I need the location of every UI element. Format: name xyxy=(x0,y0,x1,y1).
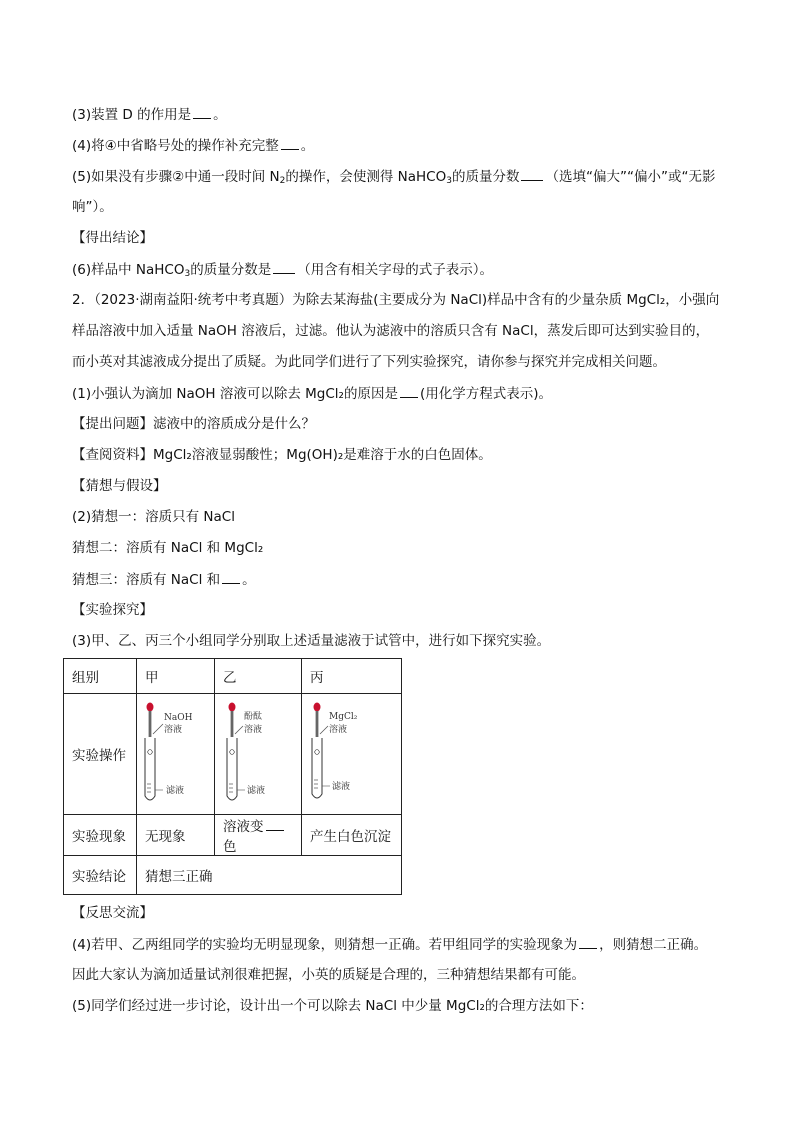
answer-blank[interactable] xyxy=(193,104,211,119)
question-4-step-complete: (4)将④中省略号处的操作补充完整 。 xyxy=(72,135,722,156)
section-ask-question: 【提出问题】滤液中的溶质成分是什么？ xyxy=(72,416,315,432)
answer-blank[interactable] xyxy=(521,166,543,181)
tube-illustration-cell xyxy=(137,694,215,815)
answer-blank[interactable] xyxy=(273,259,295,274)
experiment-table xyxy=(63,658,402,895)
filtrate-label: 滤液 xyxy=(247,786,266,796)
tube-illustration-cell xyxy=(215,694,302,815)
problem-2-intro-line-1: 2．（2023·湖南益阳·统考中考真题）为除去某海盐(主要成分为 NaCl)样品中含有的少量杂质 MgCl₂，小强向 xyxy=(72,292,720,308)
reagent-label: 酚酞 xyxy=(244,712,263,722)
answer-blank[interactable] xyxy=(579,934,597,949)
section-experiment: 【实验探究】 xyxy=(72,602,153,618)
table-row-label: 实验操作 xyxy=(64,694,137,815)
answer-blank[interactable] xyxy=(400,383,418,398)
answer-blank[interactable] xyxy=(266,816,284,831)
problem-2-intro-line-3: 而小英对其滤液成分提出了质疑。为此同学们进行了下列实验探究，请你参与探究并完成相关问题。 xyxy=(72,354,666,370)
dropper-bulb-icon xyxy=(147,703,154,712)
table-row xyxy=(64,659,402,694)
answer-blank[interactable] xyxy=(222,569,240,584)
table-row-label: 实验结论 xyxy=(64,856,137,895)
table-header-cell: 组别 xyxy=(64,659,137,694)
table-cell: 产生白色沉淀 xyxy=(302,815,402,856)
question-5-method: (5)同学们经过进一步讨论，设计出一个可以除去 NaCl 中少量 MgCl₂的合理方法如下： xyxy=(72,998,593,1014)
section-reflection: 【反思交流】 xyxy=(72,905,153,921)
table-header-cell: 乙 xyxy=(215,659,302,694)
table-header-cell: 甲 xyxy=(137,659,215,694)
test-tube-diagram xyxy=(302,694,401,814)
reagent-label: MgCl₂ xyxy=(329,712,358,722)
table-cell: 无现象 xyxy=(137,815,215,856)
reflection-continued: 因此大家认为滴加适量试剂很难把握，小英的质疑是合理的，三种猜想结果都有可能。 xyxy=(72,967,585,983)
filtrate-label: 滤液 xyxy=(166,786,185,796)
hypothesis-3: 猜想三：溶质有 NaCl 和 。 xyxy=(72,569,722,590)
question-5-continued: 响”）。 xyxy=(72,199,113,215)
filtrate-label: 滤液 xyxy=(332,782,351,792)
problem-2-intro-line-2: 样品溶液中加入适量 NaOH 溶液后，过滤。他认为滤液中的溶质只含有 NaCl，蒸发后即可达到实验目的， xyxy=(72,323,710,339)
reagent-label: 溶液 xyxy=(244,725,263,735)
question-4-reflection: (4)若甲、乙两组同学的实验均无明显现象，则猜想一正确。若甲组同学的实验现象为 ，则猜想二正确。 xyxy=(72,934,722,955)
table-row xyxy=(64,856,402,895)
question-6-mass-fraction: (6)样品中 NaHCO$_3$的质量分数是 （用含有相关字母的式子表示）。 xyxy=(72,259,722,280)
section-hypothesis: 【猜想与假设】 xyxy=(72,478,167,494)
table-row-label: 实验现象 xyxy=(64,815,137,856)
question-1-equation: (1)小强认为滴加 NaOH 溶液可以除去 MgCl₂的原因是 (用化学方程式表示)。 xyxy=(72,383,722,404)
test-tube-diagram xyxy=(137,694,214,814)
section-references: 【查阅资料】MgCl₂溶液显弱酸性；Mg(OH)₂是难溶于水的白色固体。 xyxy=(72,447,492,463)
test-tube-diagram xyxy=(215,694,301,814)
table-cell: 溶液变色 xyxy=(215,815,302,856)
table-header-cell: 丙 xyxy=(302,659,402,694)
reagent-label: 溶液 xyxy=(329,725,348,735)
reagent-label: 溶液 xyxy=(164,725,183,735)
table-row xyxy=(64,694,402,815)
hypothesis-1: (2)猜想一：溶质只有 NaCl xyxy=(72,509,235,525)
table-row xyxy=(64,815,402,856)
section-heading-conclusion: 【得出结论】 xyxy=(72,230,153,246)
hypothesis-2: 猜想二：溶质有 NaCl 和 MgCl₂ xyxy=(72,540,264,556)
table-cell: 猜想三正确 xyxy=(137,856,402,895)
question-5-nitrogen-step: (5)如果没有步骤②中通一段时间 $N_2$的操作，会使测得 NaHCO$_3$的质量分数 （选填“偏大”“偏小”或“无影 xyxy=(72,166,722,187)
dropper-bulb-icon xyxy=(229,703,236,712)
dropper-bulb-icon xyxy=(314,703,321,712)
question-3-experiment-intro: (3)甲、乙、丙三个小组同学分别取上述适量滤液于试管中，进行如下探究实验。 xyxy=(72,633,551,649)
question-3-device-d: (3)装置 D 的作用是 。 xyxy=(72,104,722,125)
tube-illustration-cell xyxy=(302,694,402,815)
reagent-label: NaOH xyxy=(164,713,193,723)
answer-blank[interactable] xyxy=(281,135,299,150)
